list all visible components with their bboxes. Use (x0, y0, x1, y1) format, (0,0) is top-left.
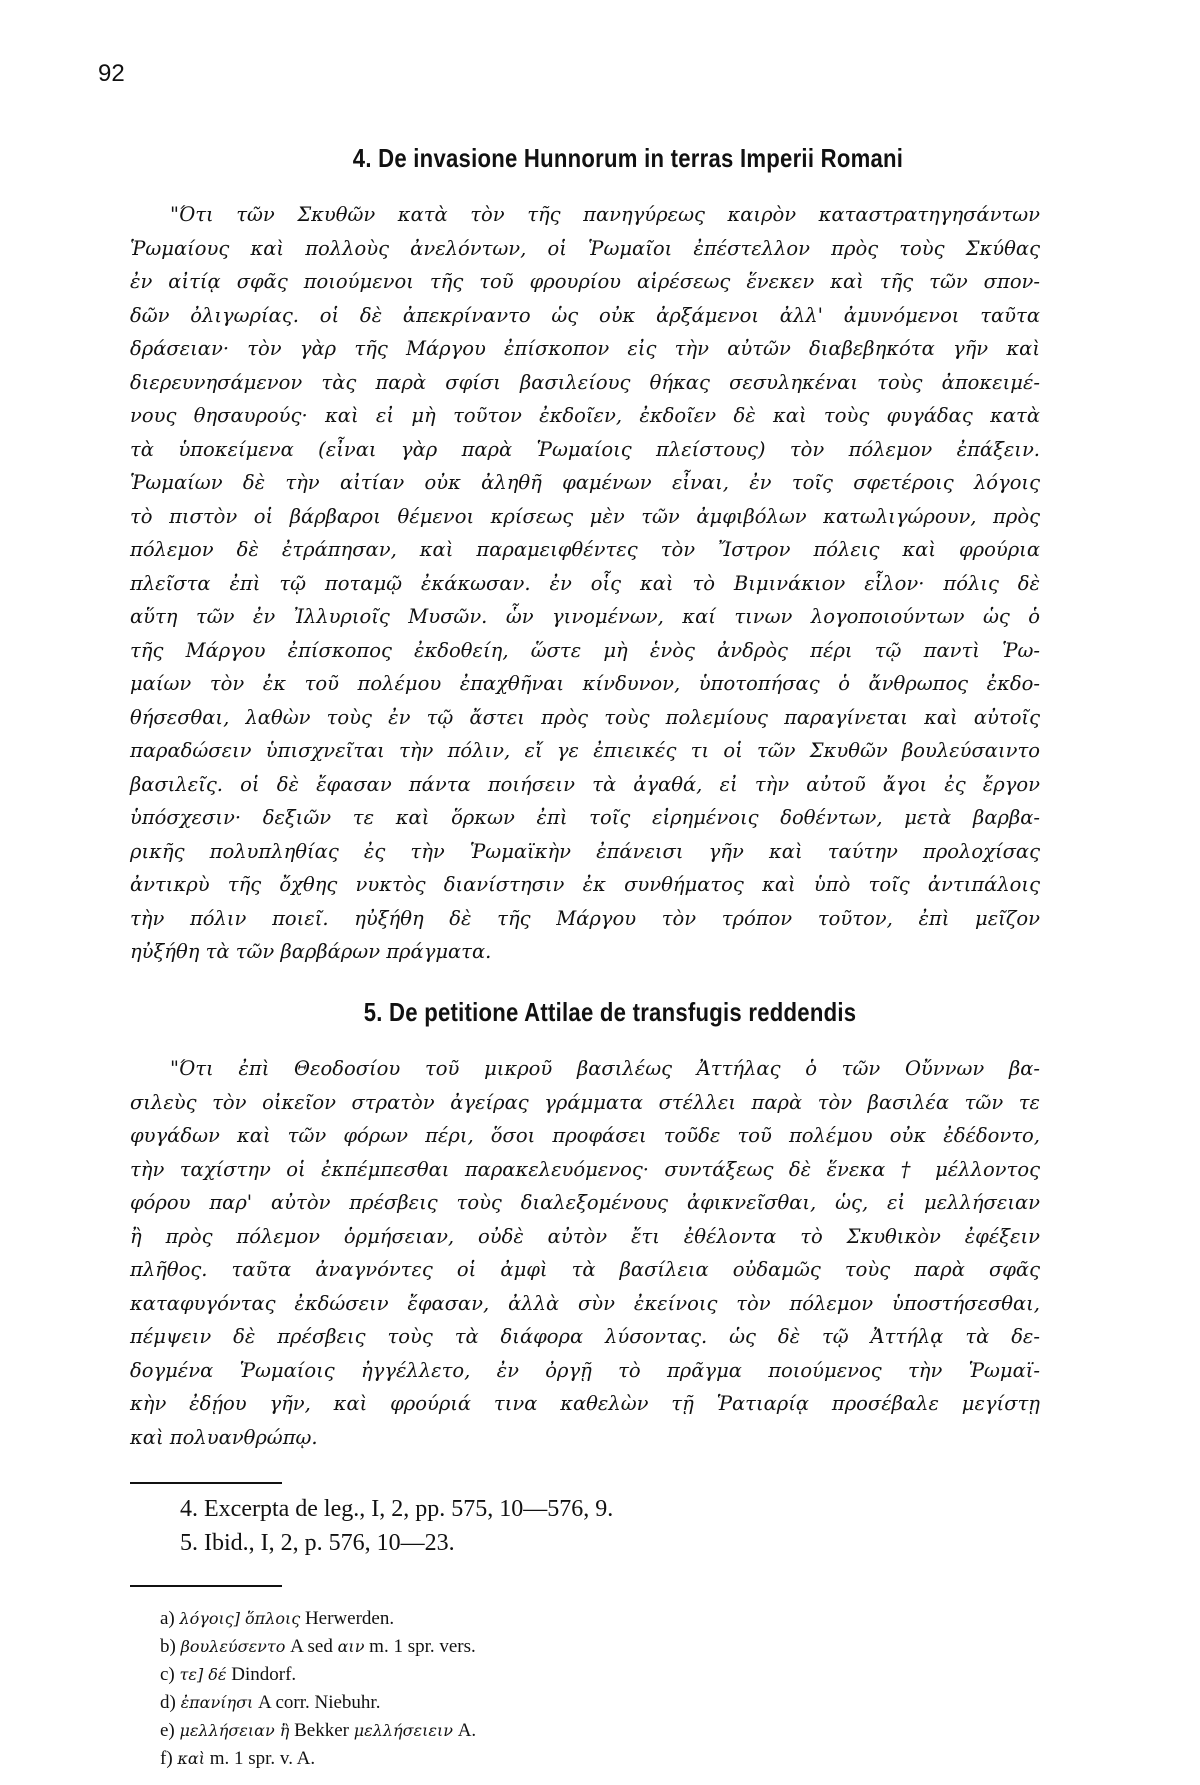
text-line: τὸ πιστὸν οἱ βάρβαροι θέμενοι κρίσεως μὲν τῶν ἀμφιβόλων κατωλιγώρουν, πρὸς (130, 504, 1040, 528)
text-line: καὶ πολυανθρώπῳ. (130, 1425, 318, 1449)
footnote-label: b) (160, 1636, 176, 1657)
footnote-label: e) (160, 1720, 175, 1741)
footnote-latin: Dindorf. (226, 1664, 297, 1685)
text-line: δράσειαν· τὸν γὰρ τῆς Μάργου ἐπίσκοπον εἰς τὴν αὐτῶν διαβεβηκότα γῆν καὶ (130, 337, 1040, 360)
footnote-latin: m. 1 spr. vers. (364, 1636, 476, 1657)
text-line: φόρου παρ' αὐτὸν πρέσβεις τοὺς διαλεξομένους ἀφικνεῖσθαι, ὡς, εἰ μελλήσειαν (130, 1191, 1040, 1214)
footnote-latin: A. (452, 1720, 477, 1741)
source-reference: 5. Ibid., I, 2, p. 576, 10—23. (180, 1530, 455, 1556)
text-line: βασιλεῖς. οἱ δὲ ἔφασαν πάντα ποιήσειν τὰ ἀγαθά, εἰ τὴν αὐτοῦ ἄγοι ἐς ἔργον (130, 772, 1040, 796)
critical-apparatus (160, 1605, 476, 1773)
text-line: αὕτη τῶν ἐν Ἰλλυριοῖς Μυσῶν. ὧν γινομένων, καί τινων λογοποιούντων ὡς ὁ (130, 605, 1040, 628)
section-4-text (130, 198, 1040, 969)
footnote-label: f) (160, 1748, 173, 1769)
text-line: Ῥωμαίων δὲ τὴν αἰτίαν οὐκ ἀληθῆ φαμένων εἶναι, ἐν τοῖς σφετέροις λόγοις (130, 471, 1040, 494)
footnote-latin: Bekker (289, 1720, 354, 1741)
text-line: ηὐξήθη τὰ τῶν βαρβάρων πράγματα. (130, 940, 492, 963)
text-line: μαίων τὸν ἐκ τοῦ πολέμου ἐπαχθῆναι κίνδυνον, ὑποτοπήσας ὁ ἄνθρωπος ἐκδο- (130, 672, 1040, 695)
section-5-heading: 5. De petitione Attilae de transfugis reddendis (363, 997, 857, 1027)
footnote-greek: τε] δέ (179, 1665, 227, 1684)
text-line: νους θησαυρούς· καὶ εἰ μὴ τοῦτον ἐκδοῖεν, ἐκδοῖεν δὲ καὶ τοὺς φυγάδας κατὰ (130, 404, 1040, 427)
text-line: ἐν αἰτίᾳ σφᾶς ποιούμενοι τῆς τοῦ φρουρίου αἱρέσεως ἕνεκεν καὶ τῆς τῶν σπον- (130, 270, 1040, 293)
text-line: καταφυγόντας ἐκδώσειν ἔφασαν, ἀλλὰ σὺν ἐκείνοις τὸν πόλεμον ὑποστήσεσθαι, (130, 1291, 1040, 1315)
section-5-text (130, 1052, 1040, 1454)
text-line: τῆς Μάργου ἐπίσκοπος ἐκδοθείη, ὥστε μὴ ἑνὸς ἀνδρὸς πέρι τῷ παντὶ Ῥω- (130, 638, 1040, 662)
footnote (160, 1689, 476, 1717)
text-line: παραδώσειν ὑπισχνεῖται τὴν πόλιν, εἴ γε ἐπιεικές τι οἱ τῶν Σκυθῶν βουλεύσαιντο (130, 739, 1040, 762)
text-line: "Ότι τῶν Σκυθῶν κατὰ τὸν τῆς πανηγύρεως καιρὸν καταστρατηγησάντων (170, 203, 1040, 226)
footnote-label: d) (160, 1692, 176, 1713)
text-line: ρικῆς πολυπληθίας ἐς τὴν Ῥωμαϊκὴν ἐπάνεισι γῆν καὶ ταύτην προλοχίσας (130, 839, 1040, 863)
footnote-greek: ἐπανίησι (180, 1693, 254, 1712)
text-line: φυγάδων καὶ τῶν φόρων πέρι, ὅσοι προφάσει τοῦδε τοῦ πολέμου οὐκ ἐδέδοντο, (130, 1124, 1040, 1147)
footnote-latin: m. 1 spr. v. A. (204, 1748, 316, 1769)
source-reference: 4. Excerpta de leg., I, 2, pp. 575, 10—576, 9. (180, 1496, 614, 1522)
footnote-greek: καὶ (177, 1749, 205, 1768)
text-line: διερευνησάμενον τὰς παρὰ σφίσι βασιλείους θήκας σεσυληκέναι τοὺς ἀποκειμέ- (130, 370, 1040, 394)
text-line: "Ότι ἐπὶ Θεοδοσίου τοῦ μικροῦ βασιλέως Ἀττήλας ὁ τῶν Οὔννων βα- (170, 1057, 1040, 1080)
source-references (180, 1492, 613, 1560)
footnote-greek: μελλήσειειν (353, 1721, 453, 1740)
text-line: τὴν πόλιν ποιεῖ. ηὐξήθη δὲ τῆς Μάργου τὸν τρόπον τοῦτον, ἐπὶ μεῖζον (130, 906, 1040, 930)
footnote-label: a) (160, 1608, 175, 1629)
footnote-latin: Herwerden. (300, 1608, 395, 1629)
text-line: κὴν ἐδῄου γῆν, καὶ φρούριά τινα καθελὼν τῇ Ῥατιαρίᾳ προσέβαλε μεγίστῃ (130, 1392, 1040, 1415)
footnote (160, 1605, 476, 1633)
page-number: 92 (98, 60, 125, 87)
text-line: Ῥωμαίους καὶ πολλοὺς ἀνελόντων, οἱ Ῥωμαῖοι ἐπέστελλον πρὸς τοὺς Σκύθας (130, 236, 1040, 260)
footnote-greek: λόγοις] ὅπλοις (179, 1609, 301, 1628)
footnote-greek: βουλεύσεντο (180, 1637, 286, 1656)
footnote-label: c) (160, 1664, 175, 1685)
text-line: πλεῖστα ἐπὶ τῷ ποταμῷ ἐκάκωσαν. ἐν οἷς καὶ τὸ Βιμινάκιον εἷλον· πόλις δὲ (130, 571, 1040, 595)
text-line: πλῆθος. ταῦτα ἀναγνόντες οἱ ἀμφὶ τὰ βασίλεια οὐδαμῶς τοὺς παρὰ σφᾶς (130, 1258, 1040, 1281)
text-line: σιλεὺς τὸν οἰκεῖον στρατὸν ἀγείρας γράμματα στέλλει παρὰ τὸν βασιλέα τῶν τε (130, 1090, 1040, 1114)
text-line: ὑπόσχεσιν· δεξιῶν τε καὶ ὅρκων ἐπὶ τοῖς εἰρημένοις δοθέντων, μετὰ βαρβα- (130, 806, 1040, 829)
footnote-latin: A corr. Niebuhr. (253, 1692, 381, 1713)
text-line: θήσεσθαι, λαθὼν τοὺς ἐν τῷ ἄστει πρὸς τοὺς πολεμίους παραγίνεται καὶ αὐτοῖς (130, 705, 1040, 729)
footnote (160, 1633, 476, 1661)
text-line: δογμένα Ῥωμαίοις ἠγγέλλετο, ἐν ὀργῇ τὸ πρᾶγμα ποιούμενος τὴν Ῥωμαϊ- (130, 1358, 1040, 1382)
text-line: τὰ ὑποκείμενα (εἶναι γὰρ παρὰ Ῥωμαίοις πλείστους) τὸν πόλεμον ἐπάξειν. (130, 437, 1040, 461)
text-line: πέμψειν δὲ πρέσβεις τοὺς τὰ διάφορα λύσοντας. ὡς δὲ τῷ Ἀττήλᾳ τὰ δε- (130, 1325, 1040, 1348)
text-line: τὴν ταχίστην οἱ ἐκπέμπεσθαι παρακελευόμενος· συντάξεως δὲ ἕνεκα † μέλλοντος (130, 1157, 1040, 1181)
section-4-heading: 4. De invasione Hunnorum in terras Imperii Romani (352, 143, 904, 173)
footnote (160, 1745, 476, 1773)
text-line: ἀντικρὺ τῆς ὄχθης νυκτὸς διανίστησιν ἐκ συνθήματος καὶ ὑπὸ τοῖς ἀντιπάλοις (130, 873, 1040, 896)
footnote (160, 1717, 476, 1745)
sources-divider (130, 1482, 282, 1484)
footnote-greek: αιν (337, 1637, 365, 1656)
text-line: δῶν ὀλιγωρίας. οἱ δὲ ἀπεκρίναντο ὡς οὐκ ἀρξάμενοι ἀλλ' ἀμυνόμενοι ταῦτα (130, 303, 1040, 327)
footnote-greek: μελλήσειαν ἢ (179, 1721, 290, 1740)
footnote-latin: A sed (285, 1636, 338, 1657)
text-line: πόλεμον δὲ ἐτράπησαν, καὶ παραμειφθέντες τὸν Ἴστρον πόλεις καὶ φρούρια (130, 538, 1040, 561)
footnote (160, 1661, 476, 1689)
text-line: ἢ πρὸς πόλεμον ὁρμήσειαν, οὐδὲ αὐτὸν ἔτι ἐθέλοντα τὸ Σκυθικὸν ἐφέξειν (130, 1224, 1040, 1248)
notes-divider (130, 1585, 282, 1587)
